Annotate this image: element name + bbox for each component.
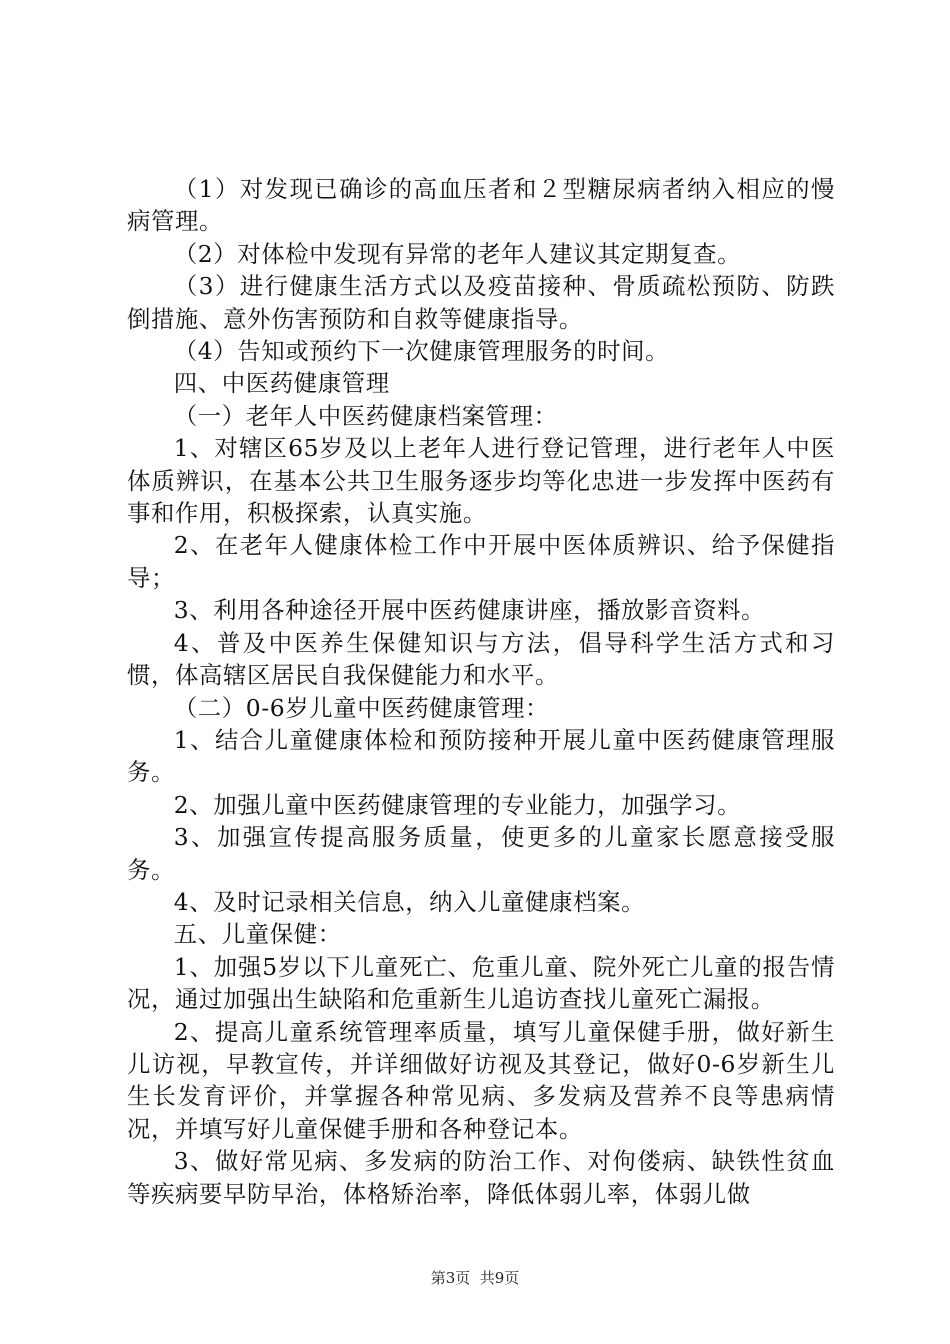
page-number-label: 第3页 共9页 — [430, 1269, 520, 1287]
subsection-heading: （二）0-6岁儿童中医药健康管理： — [173, 693, 550, 722]
paragraph: 3、加强宣传提高服务质量，使更多的儿童家长愿意接受服务。 — [127, 823, 835, 884]
section-heading: 五、儿童保健： — [173, 920, 342, 949]
paragraph: 3、做好常见病、多发病的防治工作、对佝偻病、缺铁性贫血等疾病要早防早治，体格矫治率，降低体弱儿率，体弱儿做 — [127, 1147, 835, 1208]
subsection-heading: （一）老年人中医药健康档案管理： — [173, 401, 558, 430]
paragraph: 4、及时记录相关信息，纳入儿童健康档案。 — [173, 887, 646, 916]
page-footer — [0, 1268, 950, 1288]
paragraph: 3、利用各种途径开展中医药健康讲座，播放影音资料。 — [173, 596, 766, 625]
document-body — [127, 173, 835, 1210]
paragraph: （3）进行健康生活方式以及疫苗接种、骨质疏松预防、防跌倒措施、意外伤害预防和自救等健康指导。 — [127, 272, 835, 333]
paragraph: （4）告知或预约下一次健康管理服务的时间。 — [173, 337, 670, 366]
paragraph: 2、提高儿童系统管理率质量，填写儿童保健手册，做好新生儿访视，早教宣传，并详细做好访视及其登记，做好0-6岁新生儿生长发育评价，并掌握各种常见病、多发病及营养不良等患病情况，并填写好儿童保健手册和各种登记本。 — [127, 1017, 835, 1143]
paragraph: 1、对辖区65岁及以上老年人进行登记管理，进行老年人中医体质辨识，在基本公共卫生服务逐步均等化忠进一步发挥中医药有事和作用，积极探索，认真实施。 — [127, 434, 835, 528]
paragraph: 2、加强儿童中医药健康管理的专业能力，加强学习。 — [173, 790, 742, 819]
section-heading: 四、中医药健康管理 — [173, 369, 390, 398]
paragraph: 4、普及中医养生保健知识与方法，倡导科学生活方式和习惯，体高辖区居民自我保健能力和水平。 — [127, 628, 835, 690]
paragraph: 1、加强5岁以下儿童死亡、危重儿童、院外死亡儿童的报告情况，通过加强出生缺陷和危重新生儿追访查找儿童死亡漏报。 — [127, 952, 835, 1014]
paragraph: 2、在老年人健康体检工作中开展中医体质辨识、给予保健指导； — [127, 531, 835, 592]
paragraph: （1）对发现已确诊的高血压者和２型糖尿病者纳入相应的慢病管理。 — [127, 175, 835, 236]
paragraph: 1、结合儿童健康体检和预防接种开展儿童中医药健康管理服务。 — [127, 725, 835, 787]
paragraph: （2）对体检中发现有异常的老年人建议其定期复查。 — [173, 239, 742, 268]
